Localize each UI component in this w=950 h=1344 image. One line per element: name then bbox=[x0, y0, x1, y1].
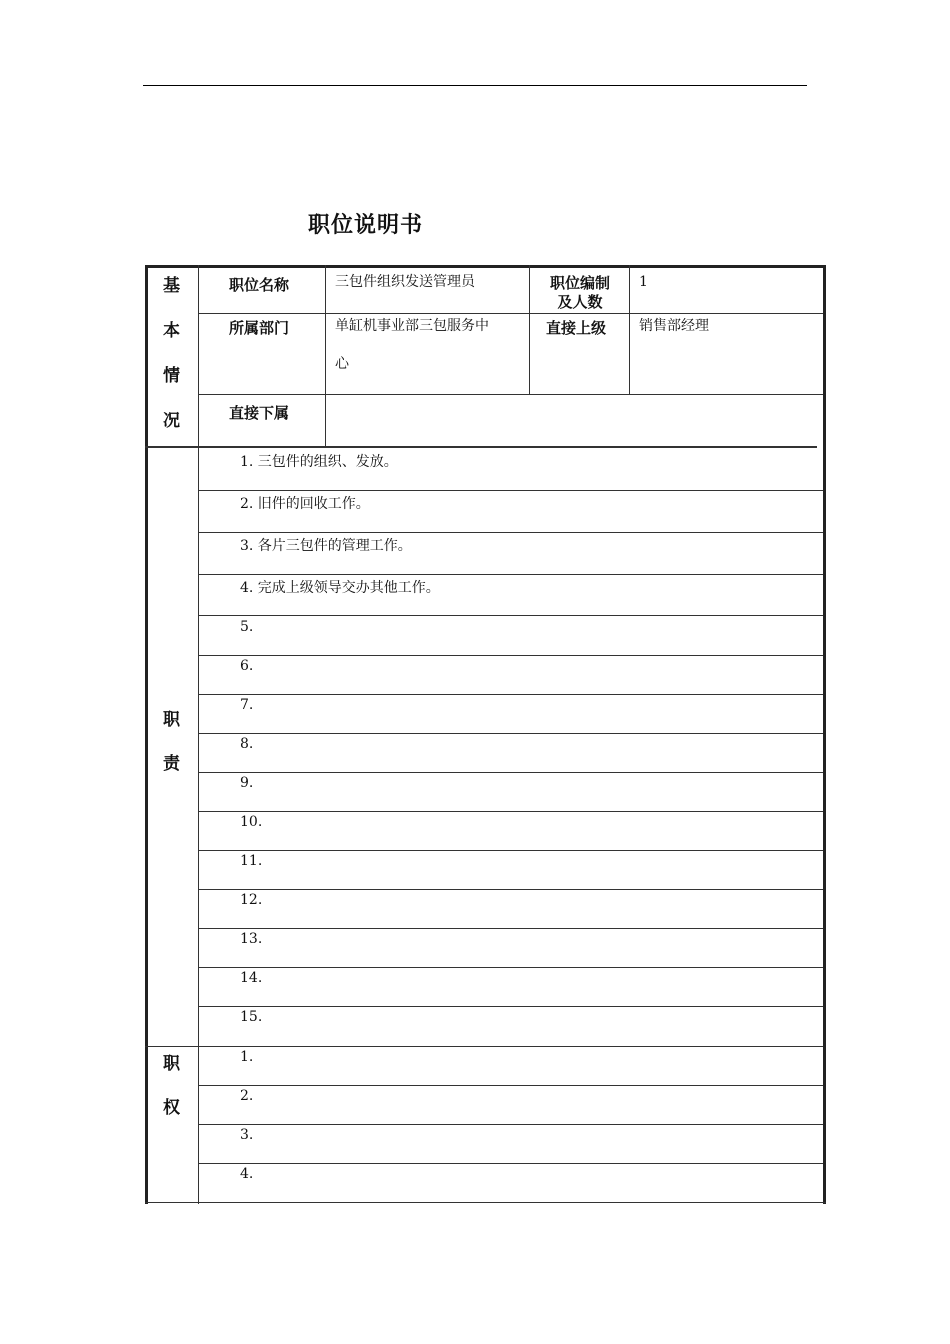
duty-item: 2. 旧件的回收工作。 bbox=[240, 496, 370, 512]
section-divider-h bbox=[145, 1046, 823, 1047]
row-divider bbox=[198, 967, 823, 968]
row-divider bbox=[198, 313, 823, 314]
superior-value: 销售部经理 bbox=[639, 318, 709, 334]
duty-item: 13. bbox=[240, 931, 263, 947]
authority-item: 4. bbox=[240, 1166, 254, 1182]
row-divider bbox=[198, 772, 823, 773]
duty-item: 10. bbox=[240, 814, 263, 830]
row-divider bbox=[198, 1124, 823, 1125]
row-divider bbox=[198, 811, 823, 812]
duty-item: 3. 各片三包件的管理工作。 bbox=[240, 538, 412, 554]
duty-item: 5. bbox=[240, 619, 254, 635]
row-divider bbox=[198, 574, 823, 575]
row-divider bbox=[198, 928, 823, 929]
headcount-label bbox=[545, 274, 615, 312]
duties-section-label bbox=[145, 705, 198, 793]
section-divider-h bbox=[145, 446, 817, 448]
duty-item: 1. 三包件的组织、发放。 bbox=[240, 454, 398, 470]
row-divider bbox=[198, 655, 823, 656]
authority-item: 2. bbox=[240, 1088, 254, 1104]
row-divider bbox=[198, 1006, 823, 1007]
row-divider bbox=[198, 490, 823, 491]
basic-label-char: 基 bbox=[163, 276, 180, 296]
headcount-value: 1 bbox=[639, 274, 648, 290]
position-name-label: 职位名称 bbox=[229, 276, 290, 294]
department-label: 所属部门 bbox=[229, 319, 290, 337]
basic-label-char: 况 bbox=[163, 411, 180, 431]
col-divider bbox=[325, 265, 326, 448]
row-divider bbox=[198, 615, 823, 616]
duty-item: 9. bbox=[240, 775, 254, 791]
row-divider bbox=[198, 1163, 823, 1164]
col-divider bbox=[529, 265, 530, 395]
headcount-label-line: 职位编制 bbox=[549, 274, 610, 292]
col-divider bbox=[629, 265, 630, 395]
position-name-value: 三包件组织发送管理员 bbox=[335, 274, 475, 290]
department-value-line: 心 bbox=[335, 356, 349, 372]
section-divider bbox=[198, 265, 199, 1204]
job-description-form bbox=[145, 265, 826, 1204]
authority-section-label bbox=[145, 1049, 198, 1137]
row-divider bbox=[198, 394, 823, 395]
row-divider bbox=[198, 850, 823, 851]
duty-item: 15. bbox=[240, 1009, 263, 1025]
duty-item: 6. bbox=[240, 658, 254, 674]
duty-item: 8. bbox=[240, 736, 254, 752]
row-divider bbox=[198, 532, 823, 533]
row-divider bbox=[198, 1085, 823, 1086]
header-rule bbox=[143, 85, 807, 86]
duty-item: 7. bbox=[240, 697, 254, 713]
duty-item: 14. bbox=[240, 970, 263, 986]
document-title: 职位说明书 bbox=[308, 213, 424, 238]
duties-label-char: 责 bbox=[163, 754, 180, 774]
department-value bbox=[335, 307, 489, 383]
basic-label-char: 情 bbox=[163, 366, 180, 386]
department-value-line: 单缸机事业部三包服务中 bbox=[335, 318, 489, 334]
authority-item: 1. bbox=[240, 1049, 254, 1065]
basic-label-char: 本 bbox=[163, 321, 180, 341]
duty-item: 4. 完成上级领导交办其他工作。 bbox=[240, 580, 440, 596]
duty-item: 11. bbox=[240, 853, 263, 869]
headcount-label-line: 及人数 bbox=[557, 293, 603, 311]
row-divider bbox=[198, 889, 823, 890]
row-divider bbox=[198, 694, 823, 695]
duty-item: 12. bbox=[240, 892, 263, 908]
form-bottom-edge bbox=[145, 1202, 826, 1203]
authority-item: 3. bbox=[240, 1127, 254, 1143]
subordinate-label: 直接下属 bbox=[229, 404, 290, 422]
authority-label-char: 权 bbox=[163, 1098, 180, 1118]
duties-label-char: 职 bbox=[163, 710, 180, 730]
row-divider bbox=[198, 733, 823, 734]
basic-info-section-label bbox=[145, 271, 198, 451]
authority-label-char: 职 bbox=[163, 1054, 180, 1074]
superior-label: 直接上级 bbox=[546, 319, 607, 337]
